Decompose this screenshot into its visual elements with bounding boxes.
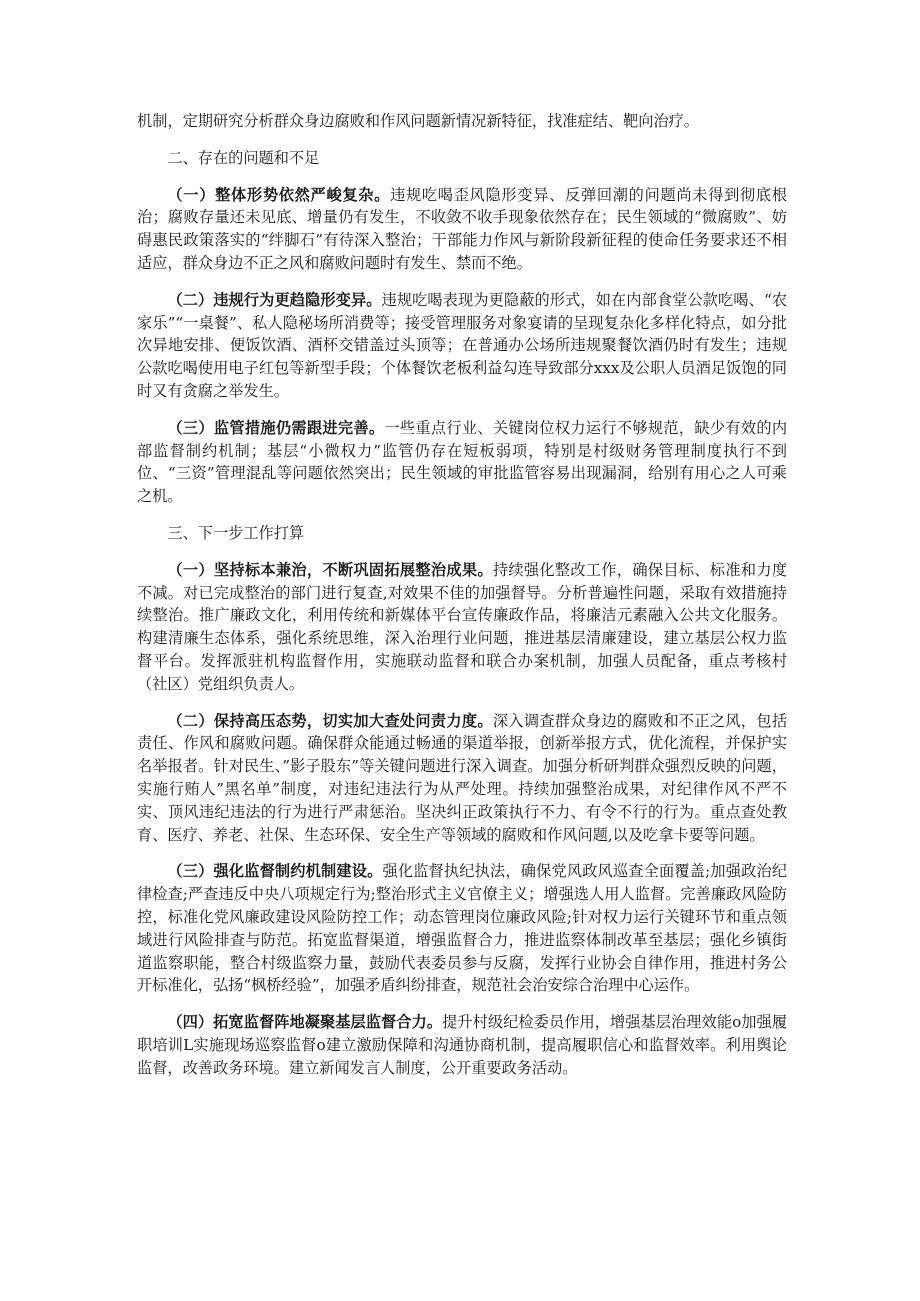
intro-continuation: 机制，定期研究分析群众身边腐败和作风问题新情况新特征，找准症结、靶向治疗。	[137, 112, 699, 130]
section-3-item-3	[137, 860, 787, 997]
section-3-item-1-body: 持续强化整改工作，确保目标、标准和力度不减。对已完成整治的部门进行复查,对效果不佳的加强督导。分析普遍性问题，采取有效措施持续整治。推广廉政文化，利用传统和新媒体平台宣传廉政作品，将廉洁元素融入公共文化服务。构建清廉生态体系，强化系统思维，深入治理行业问题，推进基层清廉建设，建立基层公权力监督平台。发挥派驻机构监督作用，实施联动监督和联合办案机制，加强人员配备，重点考核村（社区）党组织负责人。	[137, 560, 788, 693]
section-3-item-4	[137, 1011, 787, 1079]
section-2-item-2-lead: （二）违规行为更趋隐形变异。	[167, 290, 382, 309]
section-3-item-3-body: 强化监督执纪执法，确保党风政风巡查全面覆盖;加强政治纪律检查;严查违反中央八项规定行为;整治形式主义官僚主义；增强选人用人监督。完善廉政风险防控，标准化党风廉政建设风险防控工作；动态管理岗位廉政风险;针对权力运行关键环节和重点领域进行风险排查与防范。拓宽监督渠道，增强监督合力，推进监察体制改革至基层；强化乡镇街道监察职能，整合村级监察力量，鼓励代表委员参与反腐，发挥行业协会自律作用，推进村务公开标准化，弘扬“枫桥经验”，加强矛盾纠纷排查，规范社会治安综合治理中心运作。	[137, 862, 788, 995]
document-page	[137, 110, 787, 1079]
section-2-item-3-body: 一些重点行业、关键岗位权力运行不够规范，缺少有效的内部监督制约机制；基层“小微权力”监管仍存在短板弱项，特别是村级财务管理制度执行不到位、“三资”管理混乱等问题依然突出；民生领域的审批监管容易出现漏洞，给别有用心之人可乘之机。	[137, 418, 788, 506]
section-3-heading: 三、下一步工作打算	[167, 523, 305, 542]
section-2-item-1-body: 违规吃喝歪风隐形变异、反弹回潮的问题尚未得到彻底根治；腐败存量还未见底、增量仍有发生，不收敛不收手现象依然存在；民生领域的“微腐败”、妨碍惠民政策落实的“绊脚石”有待深入整治；干部能力作风与新阶段新征程的使命任务要求还不相适应，群众身边不正之风和腐败问题时有发生、禁而不绝。	[137, 185, 788, 272]
section-2-item-3-lead: （三）监管措施仍需跟进完善。	[167, 418, 385, 437]
section-2-item-1	[137, 184, 787, 275]
section-3-item-4-lead: （四）拓宽监督阵地凝聚基层监督合力。	[167, 1013, 443, 1032]
section-3-item-1-lead: （一）坚持标本兼治，不断巩固拓展整治成果。	[167, 560, 493, 579]
section-2-item-1-lead: （一）整体形势依然严峻复杂。	[167, 185, 391, 204]
section-3-item-4-body: 提升村级纪检委员作用，增强基层治理效能o加强履职培训L实施现场巡察监督o建立激励保障和沟通协商机制，提高履职信心和监督效率。利用舆论监督，改善政务环境。建立新闻发言人制度，公开重要政务活动。	[137, 1013, 788, 1077]
section-2-heading: 二、存在的问题和不足	[167, 148, 320, 167]
section-2-item-3	[137, 417, 787, 508]
section-3-item-2-lead: （二）保持高压态势，切实加大查处问责力度。	[167, 711, 493, 730]
section-3-item-2-body: 深入调查群众身边的腐败和不正之风，包括责任、作风和腐败问题。确保群众能通过畅通的渠道举报，创新举报方式，优化流程，并保护实名举报者。针对民生、”影子股东”等关键问题进行深入调查。加强分析研判群众强烈反映的问题，实施行贿人”黑名单”制度，对违纪违法行为从严处理。持续加强整治成果，对纪律作风不严不实、顶风违纪违法的行为进行严肃惩治。坚决纠正政策执行不力、有令不行的行为。重点查处教育、医疗、养老、社保、生态环保、安全生产等领域的腐败和作风问题,以及吃拿卡要等问题。	[137, 711, 788, 844]
section-3-item-1	[137, 559, 787, 696]
section-2-item-2-body: 违规吃喝表现为更隐蔽的形式，如在内部食堂公款吃喝、“农家乐”“一桌餐”、私人隐秘场所消费等；接受管理服务对象宴请的呈现复杂化多样化特点，如分批次异地安排、便饭饮酒、酒杯交错盖过头顶等；在普通办公场所违规聚餐饮酒仍时有发生；违规公款吃喝使用电子红包等新型手段；个体餐饮老板利益勾连导致部分xxx及公职人员酒足饭饱的同时又有贪腐之举发生。	[137, 290, 788, 400]
section-3-item-2	[137, 710, 787, 847]
section-2-item-2	[137, 289, 787, 403]
section-3-item-3-lead: （三）强化监督制约机制建设。	[167, 862, 383, 881]
